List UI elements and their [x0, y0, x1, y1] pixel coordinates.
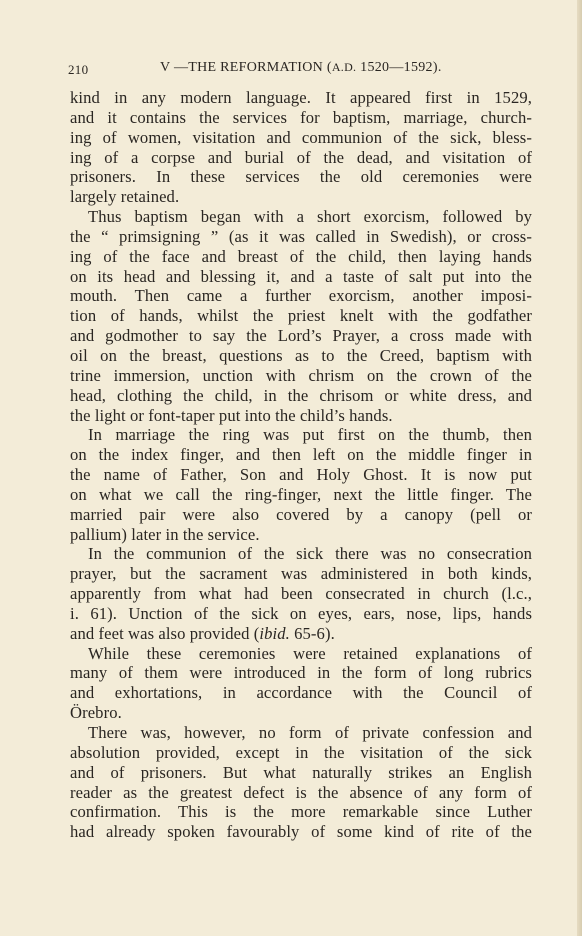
text-line-content: confirmation. This is the more remarkable since Luther	[70, 802, 532, 822]
text-line-content: on the index finger, and then left on the middle finger in	[70, 445, 532, 465]
text-line-content: reader as the greatest defect is the absence of any form of	[70, 782, 532, 802]
text-line-content: and godmother to say the Lord’s Prayer, a cross made with	[70, 326, 532, 346]
text-line	[70, 386, 532, 406]
text-line	[70, 763, 532, 783]
text-line	[70, 564, 532, 584]
text-line	[70, 346, 532, 366]
text-line	[70, 604, 532, 624]
text-line-content: While these ceremonies were retained explanations of	[88, 643, 532, 663]
text-line	[70, 227, 532, 247]
text-line-content: largely retained.	[70, 187, 180, 207]
text-line	[70, 406, 532, 426]
text-line	[70, 505, 532, 525]
text-line-content: the “ primsigning ” (as it was called in Swedish), or cross-	[70, 226, 532, 246]
text-line-content: Örebro.	[70, 703, 122, 723]
text-line-content: many of them were introduced in the form of long rubrics	[70, 663, 532, 683]
text-line	[70, 108, 532, 128]
text-line	[70, 207, 532, 227]
text-line	[70, 624, 532, 644]
text-line	[70, 644, 532, 664]
body-text	[70, 88, 532, 842]
text-line-content: prisoners. In these services the old ceremonies were	[70, 167, 532, 187]
italic-reference: ibid.	[259, 623, 290, 643]
running-head-years: 1520—1592).	[356, 60, 442, 75]
text-line-content: apparently from what had been consecrated in church (l.c.,	[70, 584, 532, 604]
text-line-content: ing of the face and breast of the child, then laying hands	[70, 246, 532, 266]
text-line	[70, 584, 532, 604]
running-head-title: V —THE REFORMATION (	[160, 60, 332, 75]
text-line-content: kind in any modern language. It appeared first in 1529,	[70, 88, 532, 107]
text-line	[70, 445, 532, 465]
text-line	[70, 128, 532, 148]
text-line-content: and exhortations, in accordance with the Council of	[70, 683, 532, 703]
text-line	[70, 663, 532, 683]
text-line-content: Thus baptism began with a short exorcism, followed by	[88, 207, 532, 227]
text-line	[70, 743, 532, 763]
text-line-tail: 65-6).	[289, 623, 335, 643]
text-line	[70, 88, 532, 108]
text-line	[70, 286, 532, 306]
text-line-content: head, clothing the child, in the chrisom or white dress, and	[70, 385, 532, 405]
text-line-content: absolution provided, except in the visitation of the sick	[70, 742, 532, 762]
text-line-content: the light or font-taper put into the child’s hands.	[70, 405, 393, 425]
text-line	[70, 485, 532, 505]
running-head	[160, 60, 442, 76]
text-line	[70, 366, 532, 386]
page-edge	[577, 0, 582, 936]
text-line-content: trine immersion, unction with chrism on the crown of the	[70, 365, 532, 385]
text-line	[70, 247, 532, 267]
text-line	[70, 148, 532, 168]
text-line	[70, 544, 532, 564]
text-line-content: had already spoken favourably of some kind of rite of the	[70, 822, 532, 842]
text-line-content: There was, however, no form of private confession and	[88, 723, 532, 742]
running-head-era: A.D.	[331, 60, 357, 74]
text-line	[70, 783, 532, 803]
text-line	[70, 326, 532, 346]
text-line	[70, 267, 532, 287]
text-line	[70, 187, 532, 207]
text-line-content: In marriage the ring was put first on the thumb, then	[88, 425, 532, 445]
text-line	[70, 306, 532, 326]
text-line	[70, 723, 532, 743]
text-line-content: and feet was also provided (	[70, 623, 260, 643]
text-line	[70, 525, 532, 545]
page-header	[68, 60, 538, 82]
text-line-content: the name of Father, Son and Holy Ghost. It is now put	[70, 465, 532, 485]
text-line-content: ing of a corpse and burial of the dead, and visitation of	[70, 147, 532, 167]
text-line-content: mouth. Then came a further exorcism, another imposi-	[70, 286, 532, 306]
text-line-content: In the communion of the sick there was no consecration	[88, 544, 532, 564]
text-line-content: married pair were also covered by a canopy (pell or	[70, 504, 532, 524]
text-line-content: on what we call the ring-finger, next the little finger. The	[70, 484, 532, 504]
text-line-content: i. 61). Unction of the sick on eyes, ears, nose, lips, hands	[70, 603, 532, 623]
text-line-content: on its head and blessing it, and a taste of salt put into the	[70, 266, 532, 286]
text-line-content: and of prisoners. But what naturally strikes an English	[70, 762, 532, 782]
text-line-content: oil on the breast, questions as to the Creed, baptism with	[70, 345, 532, 365]
text-line-content: and it contains the services for baptism, marriage, church-	[70, 107, 532, 127]
text-line	[70, 425, 532, 445]
text-line	[70, 465, 532, 485]
text-line-content: prayer, but the sacrament was administered in both kinds,	[70, 564, 532, 584]
text-line	[70, 802, 532, 822]
text-line	[70, 683, 532, 703]
text-line-content: pallium) later in the service.	[70, 524, 260, 544]
text-line	[70, 703, 532, 723]
text-line-content: tion of hands, whilst the priest knelt with the godfather	[70, 306, 532, 326]
text-line	[70, 822, 532, 842]
text-line	[70, 167, 532, 187]
text-line-content: ing of women, visitation and communion of the sick, bless-	[70, 127, 532, 147]
page-number: 210	[68, 62, 89, 77]
